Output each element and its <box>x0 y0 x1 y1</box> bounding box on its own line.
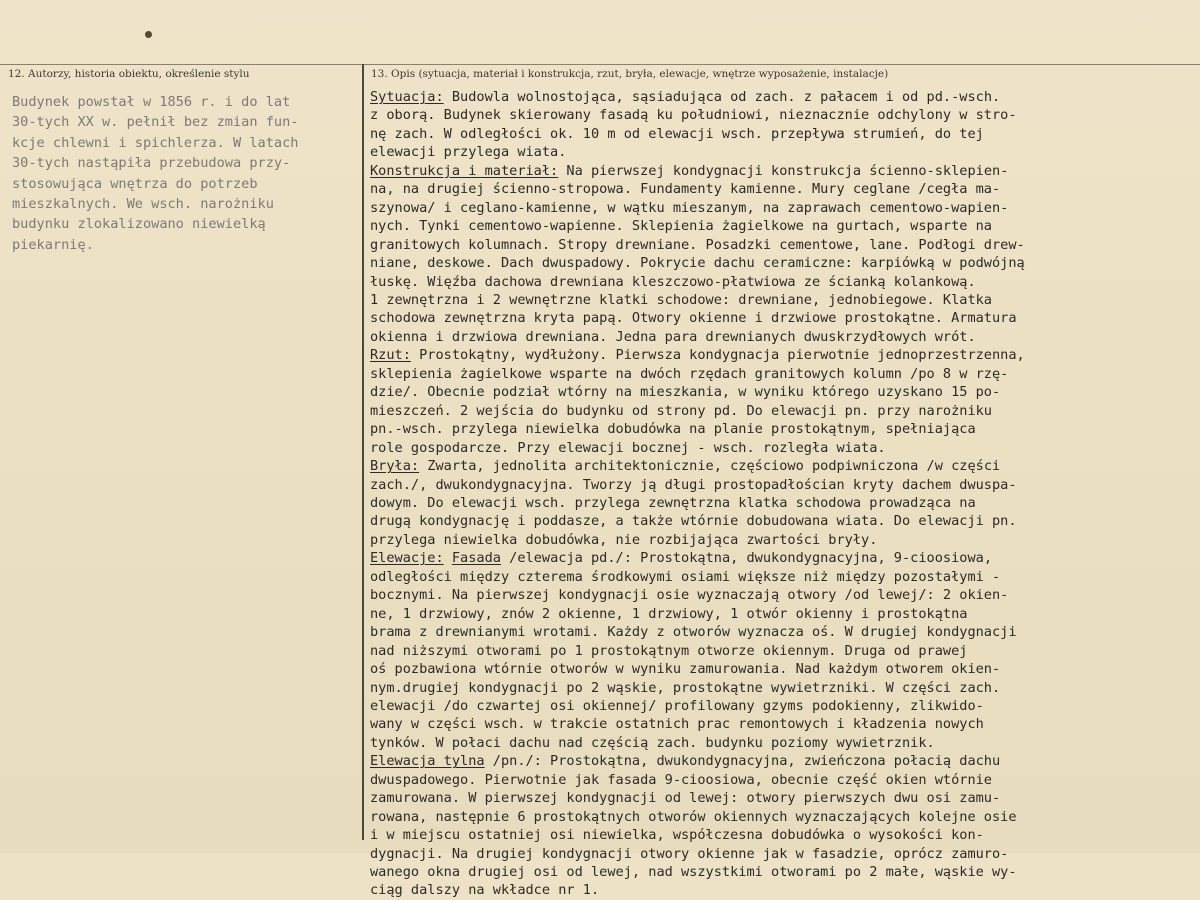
section-12-header: 12. Autorzy, historia obiektu, określenie stylu <box>8 68 250 80</box>
line-text: łuskę. Więźba dachowa drewniana kleszczowo-płatwiowa ze ścianką kolankową. <box>370 273 976 290</box>
description-line <box>370 309 1195 327</box>
description-line <box>370 199 1195 217</box>
description-line <box>370 346 1195 364</box>
punch-hole <box>145 31 152 38</box>
line-text: niane, deskowe. Dach dwuspadowy. Pokrycie dachu ceramiczne: karpiówką w podwójną <box>370 255 1025 272</box>
line-text: elewacji /do czwartej osi okiennej/ profilowany gzyms podokienny, zlikwido- <box>370 697 984 714</box>
line-text: sklepienia żagielkowe wsparte na dwóch rzędach granitowych kolumn /po 8 w rzę- <box>370 365 1009 382</box>
line-text: ciąg dalszy na wkładce nr 1. <box>370 882 600 899</box>
line-text: Budowla wolnostojąca, sąsiadująca od zach. z pałacem i od pd.-wsch. <box>443 89 1001 105</box>
section-label: Konstrukcja i materiał: <box>370 162 559 179</box>
description-line <box>370 291 1195 309</box>
line-text: elewacji przylega wiata. <box>370 144 567 161</box>
description-line <box>370 402 1195 420</box>
description-line <box>370 162 1195 180</box>
description-line <box>370 143 1195 161</box>
description-line <box>370 771 1195 789</box>
section-label: Rzut: <box>370 347 411 364</box>
description-line <box>370 697 1195 715</box>
history-line: mieszkalnych. We wsch. narożniku <box>12 196 274 213</box>
description-line <box>370 236 1195 254</box>
line-text: /elewacja pd./: Prostokątna, dwukondygnacyjna, 9-cioosiowa, <box>500 550 993 567</box>
line-text: dwuspadowego. Pierwotnie jak fasada 9-cioosiowa, obecnie część okien wtórnie <box>370 771 992 788</box>
description-line <box>370 863 1195 881</box>
description-line <box>370 826 1195 844</box>
line-text: brama z drewnianymi wrotami. Każdy z otworów wyznacza oś. W drugiej kondygnacji <box>370 624 1017 641</box>
description-line <box>370 734 1195 752</box>
description-line <box>370 568 1195 586</box>
description-line <box>370 808 1195 826</box>
description-line <box>370 512 1195 530</box>
section-label: Fasada <box>451 550 501 567</box>
line-text: wany w części wsch. w trakcie ostatnich prac remontowych i kładzenia nowych <box>370 716 984 733</box>
line-text: nych. Tynki cementowo-wapienne. Sklepienia żagielkowe na gurtach, wsparte na <box>370 218 992 235</box>
description-line <box>370 752 1195 770</box>
line-text: i w miejscu ostatniej osi niewielka, współczesna dobudówka o wysokości kon- <box>370 827 984 844</box>
line-text: nę zach. W odległości ok. 10 m od elewacji wsch. przepływa strumień, do tej <box>370 125 984 142</box>
description-line <box>370 273 1195 291</box>
header-divider <box>0 64 1200 65</box>
line-text: drugą kondygnację i poddasze, a także wtórnie dobudowana wiata. Do elewacji pn. <box>370 513 1017 530</box>
line-text: schodowa zewnętrzna kryta papą. Otwory okienne i drzwiowe prostokątne. Armatura <box>370 310 1017 327</box>
line-text: dygnacji. Na drugiej kondygnacji otwory okienne jak w fasadzie, oprócz zamuro- <box>370 845 1009 862</box>
line-text: oś pozbawiona wtórnie otworów w wyniku zamurowania. Nad każdym otworem okien- <box>370 661 1001 678</box>
line-text: 1 zewnętrzna i 2 wewnętrzne klatki schodowe: drewniane, jednobiegowe. Klatka <box>370 291 992 308</box>
history-line: 30-tych nastąpiła przebudowa przy- <box>12 155 291 172</box>
description-line <box>370 439 1195 457</box>
description-line <box>370 383 1195 401</box>
line-text: dzie/. Obecnie podział wtórny na mieszkania, w wyniku którego uzyskano 15 po- <box>370 384 1001 401</box>
section-13-header: 13. Opis (sytuacja, materiał i konstrukcja, rzut, bryła, elewacje, wnętrze wyposażenie, instalacje) <box>371 68 889 80</box>
description-line <box>370 217 1195 235</box>
description-line <box>370 365 1195 383</box>
line-text: granitowych kolumnach. Stropy drewniane. Posadzki cementowe, lane. Podłogi drew- <box>370 236 1025 253</box>
history-line: 30-tych XX w. pełnił bez zmian fun- <box>12 114 299 131</box>
description-line <box>370 881 1195 899</box>
description-line <box>370 476 1195 494</box>
section-label: Elewacje: <box>370 550 444 567</box>
section-label: Elewacja tylna <box>370 753 485 770</box>
description-line <box>370 180 1195 198</box>
line-text: /pn./: Prostokątna, dwukondygnacyjna, zwieńczona połacią dachu <box>484 753 1001 770</box>
line-text: na, na drugiej ścienno-stropowa. Fundamenty kamienne. Mury ceglane /cegła ma- <box>370 181 1001 198</box>
description-line <box>370 328 1195 346</box>
description-line <box>370 789 1195 807</box>
description-line <box>370 457 1195 475</box>
history-line: stosowująca wnętrza do potrzeb <box>12 175 258 192</box>
description-line <box>370 531 1195 549</box>
description-line <box>370 549 1195 567</box>
description-line <box>370 106 1195 124</box>
description-line <box>370 420 1195 438</box>
line-text: odległości między czterema środkowymi osiami większe niż między pozostałymi - <box>370 568 1001 585</box>
line-text: mieszczeń. 2 wejścia do budynku od strony pd. Do elewacji pn. przy narożniku <box>370 402 992 419</box>
description-line <box>370 845 1195 863</box>
line-text: role gospodarcze. Przy elewacji bocznej - wsch. rozległa wiata. <box>370 439 886 456</box>
description-line <box>370 494 1195 512</box>
description-line <box>370 586 1195 604</box>
description-line <box>370 125 1195 143</box>
line-text: bocznymi. Na pierwszej kondygnacji osie wyznaczają otwory /od lewej/: 2 okien- <box>370 587 1009 604</box>
line-text: zach./, dwukondygnacyjna. Tworzy ją długi prostopadłościan kryty dachem dwuspa- <box>370 476 1017 493</box>
description-line <box>370 605 1195 623</box>
line-text: ne, 1 drzwiowy, znów 2 okienne, 1 drzwiowy, 1 otwór okienny i prostokątna <box>370 605 968 622</box>
description-text <box>370 88 1195 900</box>
history-line: Budynek powstał w 1856 r. i do lat <box>12 94 291 110</box>
column-divider <box>362 64 364 840</box>
description-line <box>370 679 1195 697</box>
line-text: nad niższymi otworami po 1 prostokątnym otworze okiennym. Druga od prawej <box>370 642 968 659</box>
section-label: Bryła: <box>370 458 420 475</box>
description-line <box>370 715 1195 733</box>
line-text: tynków. W połaci dachu nad częścią zach. budynku poziomy wywietrznik. <box>370 734 935 751</box>
line-text: Na pierwszej kondygnacji konstrukcja ścienno-sklepien- <box>558 162 1009 179</box>
history-text <box>12 92 357 255</box>
line-text: z oborą. Budynek skierowany fasadą ku południowi, nieznacznie odchylony w stro- <box>370 107 1017 124</box>
line-text: szynowa/ i ceglano-kamienne, w wątku mieszanym, na zaprawach cementowo-wapien- <box>370 199 1009 216</box>
line-text: okienna i drzwiowa drewniana. Jedna para drewnianych dwuskrzydłowych wrót. <box>370 328 976 345</box>
description-line <box>370 88 1195 106</box>
description-line <box>370 660 1195 678</box>
line-text: dowym. Do elewacji wsch. przylega zewnętrzna klatka schodowa prowadząca na <box>370 494 976 511</box>
line-text: Prostokątny, wydłużony. Pierwsza kondygnacja pierwotnie jednoprzestrzenna, <box>410 347 1025 364</box>
line-text <box>444 550 452 566</box>
line-text: przylega niewielka dobudówka, nie rozbijająca zwartości bryły. <box>370 531 878 548</box>
history-line: piekarnię. <box>12 236 94 253</box>
line-text: Zwarta, jednolita architektonicznie, częściowo podpiwniczona /w części <box>419 458 1001 475</box>
line-text: pn.-wsch. przylega niewielka dobudówka na planie prostokątnym, spełniająca <box>370 421 976 438</box>
description-line <box>370 623 1195 641</box>
description-line <box>370 254 1195 272</box>
section-label: Sytuacja: <box>370 89 444 105</box>
line-text: wanego okna drugiej osi od lewej, nad wszystkimi otworami po 2 małe, wąskie wy- <box>370 864 1017 881</box>
line-text: zamurowana. W pierwszej kondygnacji od lewej: otwory pierwszych dwu osi zamu- <box>370 790 1001 807</box>
line-text: rowana, następnie 6 prostokątnych otworów okiennych wyznaczających kolejne osie <box>370 808 1017 825</box>
line-text: nym.drugiej kondygnacji po 2 wąskie, prostokątne wywietrzniki. W części zach. <box>370 679 1001 696</box>
history-line: budynku zlokalizowano niewielką <box>12 216 266 233</box>
history-line: kcje chlewni i spichlerza. W latach <box>12 134 299 151</box>
description-line <box>370 642 1195 660</box>
